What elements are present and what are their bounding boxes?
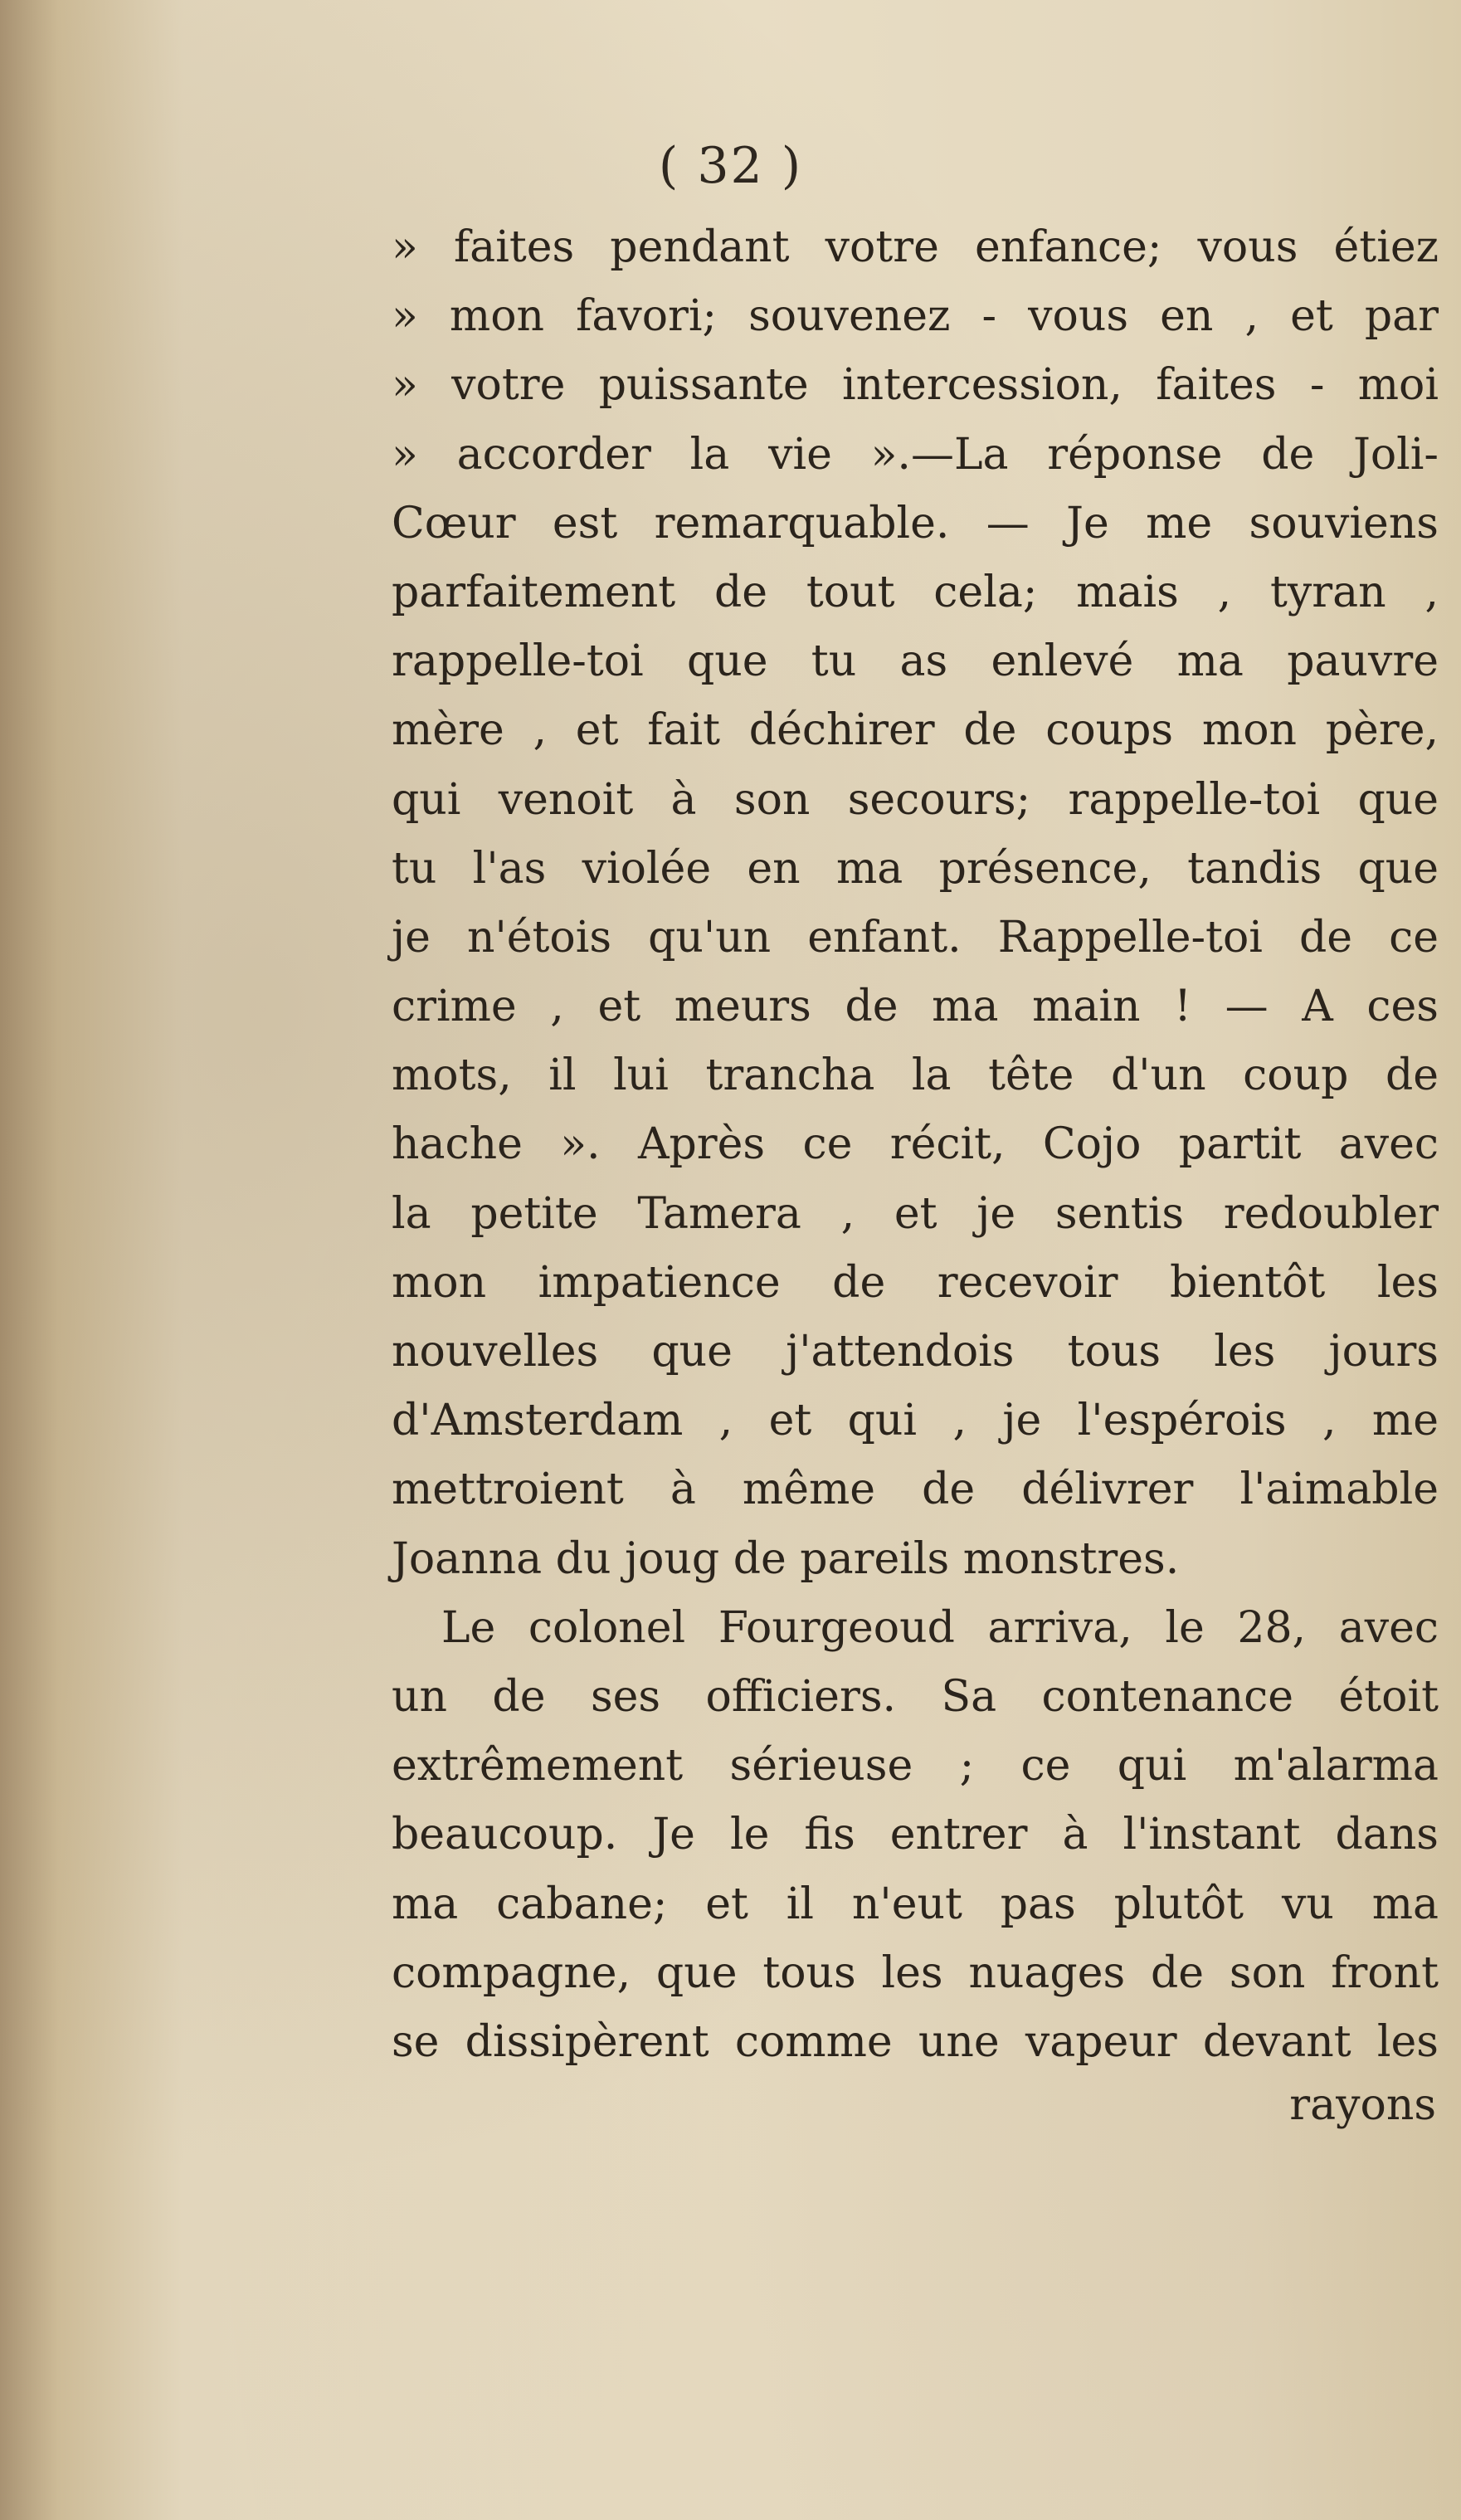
text-line: mère , et fait déchirer de coups mon père, [392,705,1439,756]
text-line: » mon favori; souvenez - vous en , et par [392,291,1439,342]
text-line: tu l'as violée en ma présence, tandis que [392,843,1439,894]
text-line: qui venoit à son secours; rappelle-toi que [392,774,1439,825]
text-line: Cœur est remarquable. — Je me souviens [392,498,1439,548]
text-line: beaucoup. Je le fis entrer à l'instant dans [392,1810,1439,1860]
text-line: un de ses officiers. Sa contenance étoit [392,1671,1439,1722]
catchword: rayons [1289,2080,1436,2130]
text-line: » faites pendant votre enfance; vous étiez [392,222,1439,272]
text-line: mots, il lui trancha la tête d'un coup de [392,1050,1439,1101]
text-line: se dissipèrent comme une vapeur devant les [392,2016,1439,2067]
text-line: la petite Tamera , et je sentis redoubler [392,1188,1439,1239]
text-line: ma cabane; et il n'eut pas plutôt vu ma [392,1879,1439,1929]
text-line: parfaitement de tout cela; mais , tyran , [392,567,1439,617]
text-line: rappelle-toi que tu as enlevé ma pauvre [392,636,1439,687]
text-line: compagne, que tous les nuages de son front [392,1947,1439,1998]
text-line: d'Amsterdam , et qui , je l'espérois , me [392,1396,1439,1446]
body-text [392,213,1439,2077]
text-line: mon impatience de recevoir bientôt les [392,1257,1439,1308]
text-line: nouvelles que j'attendois tous les jours [392,1327,1439,1377]
text-line: » votre puissante intercession, faites - moi [392,360,1439,411]
paragraph-start-line: Le colonel Fourgeoud arriva, le 28, avec [441,1602,1439,1653]
text-line: hache ». Après ce récit, Cojo partit avec [392,1119,1439,1170]
page-number-header: ( 32 ) [658,137,803,195]
text-line: je n'étois qu'un enfant. Rappelle-toi de ce [392,912,1439,963]
text-line: extrêmement sérieuse ; ce qui m'alarma [392,1741,1439,1791]
text-line: crime , et meurs de ma main ! — A ces [392,982,1439,1032]
text-line: » accorder la vie ».—La réponse de Joli- [392,429,1439,480]
text-line: mettroient à même de délivrer l'aimable [392,1465,1439,1515]
paragraph-end-line: Joanna du joug de pareils monstres. [392,1533,1180,1584]
